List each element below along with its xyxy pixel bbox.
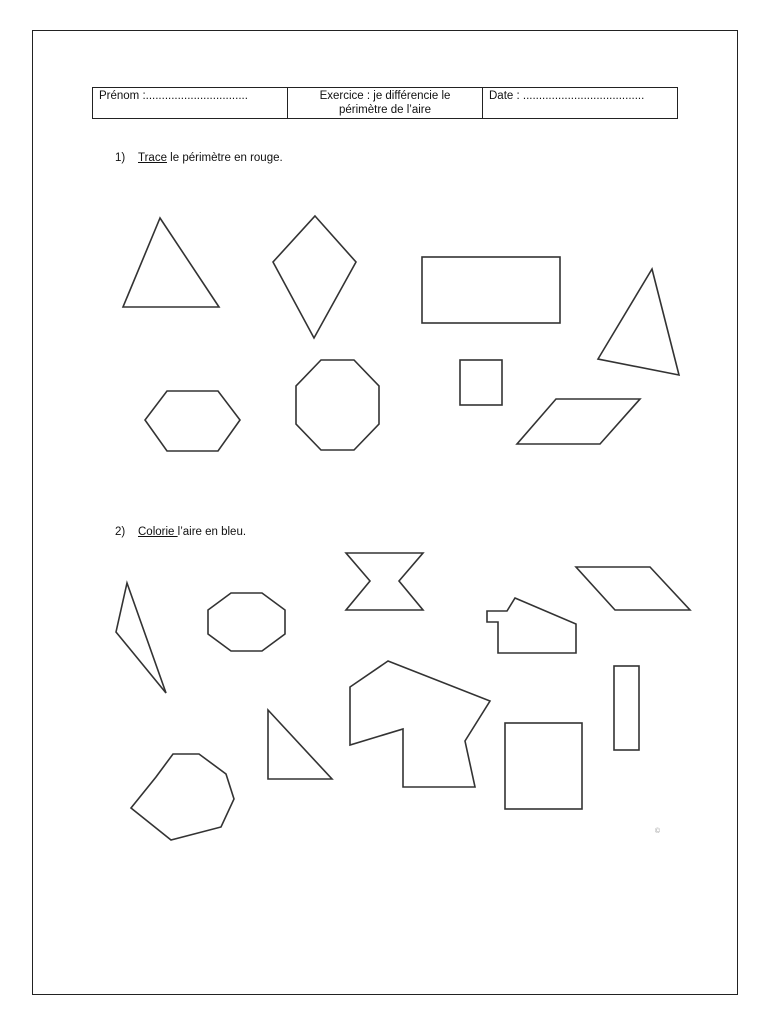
ex2-irregular-polygon: [350, 661, 490, 787]
ex1-triangle-tilted: [598, 269, 679, 375]
instruction-2-number: 2): [115, 526, 126, 538]
instruction-2-text: l’aire en bleu.: [177, 526, 247, 538]
name-label: Prénom :................................: [99, 90, 248, 102]
ex2-heptagon: [131, 754, 234, 840]
instruction-2-verb: Colorie: [138, 526, 178, 538]
instruction-1-text: le périmètre en rouge.: [166, 152, 283, 164]
ex2-hourglass: [346, 553, 423, 610]
exercise-title-line2: périmètre de l’aire: [338, 104, 432, 116]
ex1-parallelogram: [517, 399, 640, 444]
ex2-parallelogram: [576, 567, 690, 610]
ex1-octagon: [296, 360, 379, 450]
ex2-tall-rectangle: [614, 666, 639, 750]
ex1-triangle: [123, 218, 219, 307]
instruction-1-verb: Trace: [138, 152, 167, 164]
ex1-square: [460, 360, 502, 405]
ex1-hexagon: [145, 391, 240, 451]
ex2-square: [505, 723, 582, 809]
ex2-thin-triangle: [116, 583, 166, 693]
copyright-mark: ©: [654, 828, 661, 835]
instruction-1-number: 1): [115, 152, 126, 164]
ex2-house-shape: [487, 598, 576, 653]
exercise-title-line1: Exercice : je différencie le: [319, 90, 451, 102]
ex2-right-triangle: [268, 710, 332, 779]
ex1-rectangle: [422, 257, 560, 323]
ex2-octagon: [208, 593, 285, 651]
ex1-kite: [273, 216, 356, 338]
date-label: Date : ......................................: [489, 90, 645, 102]
